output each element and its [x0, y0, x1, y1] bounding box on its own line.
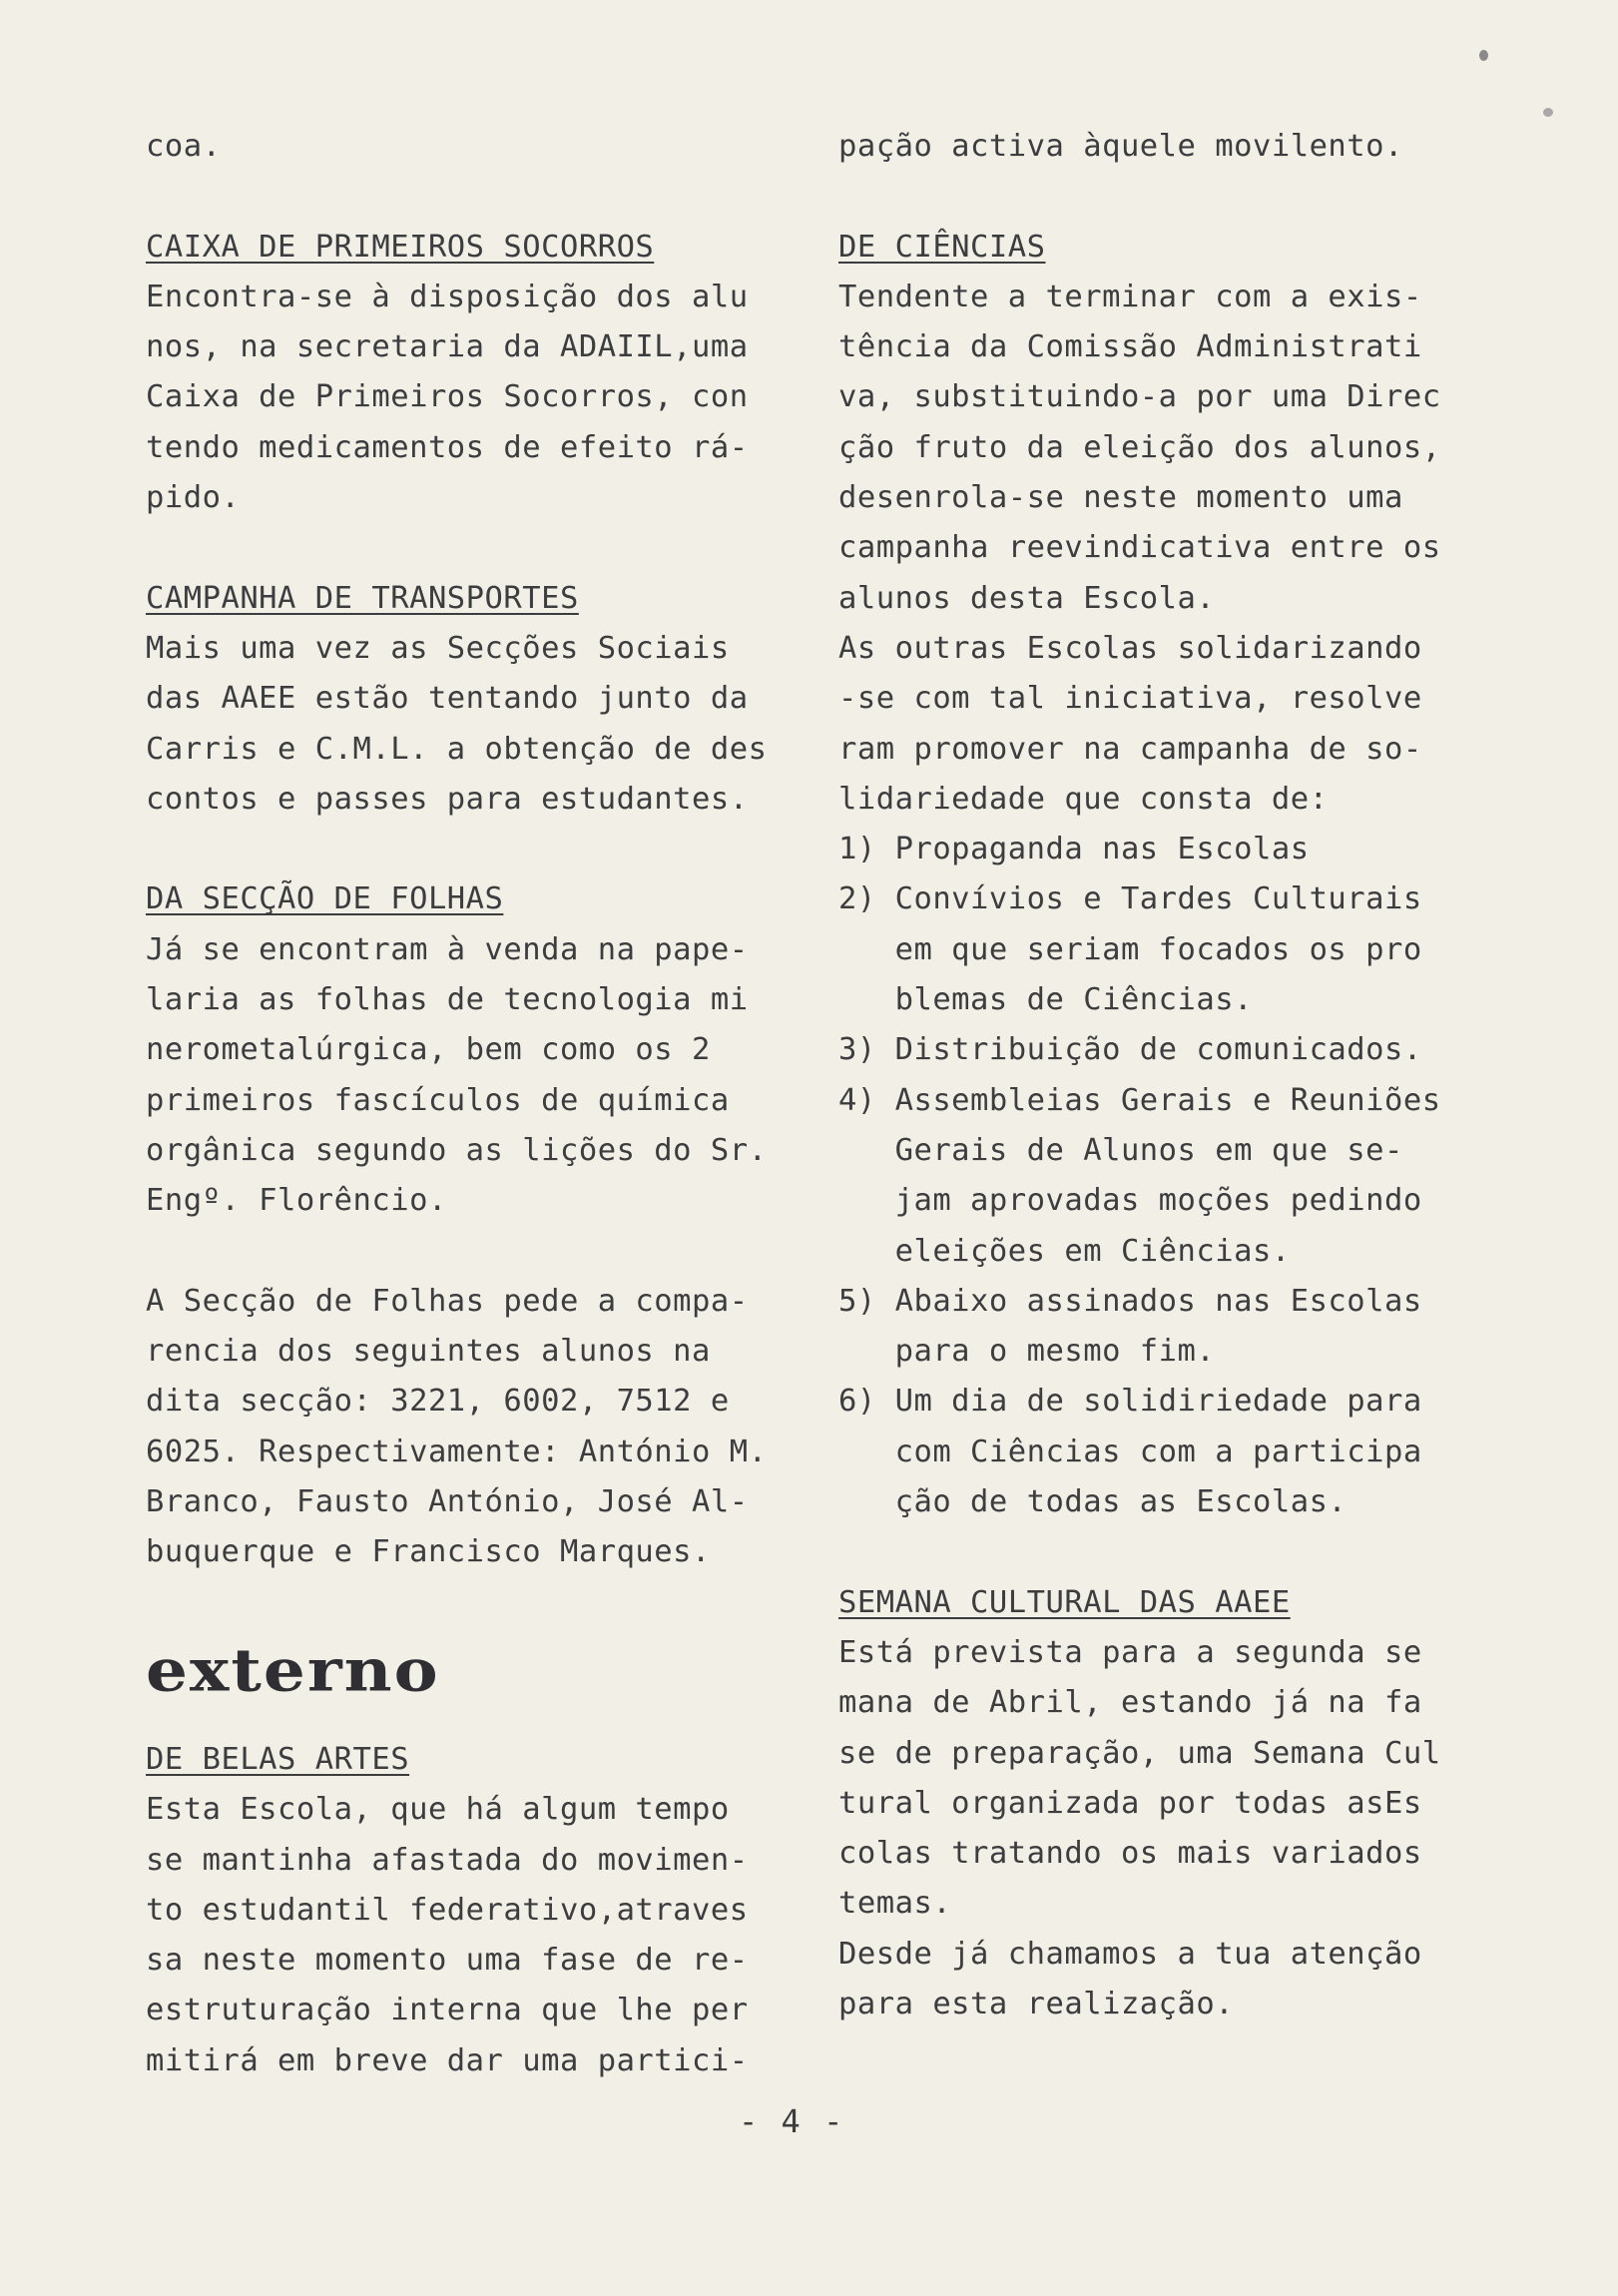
paragraph-gap [146, 825, 824, 874]
body-line: 4) Assembleias Gerais e Reuniões [838, 1082, 1441, 1118]
body-line: se mantinha afastada do movimen- [146, 1842, 749, 1878]
body-line: 6025. Respectivamente: António M. [146, 1434, 768, 1469]
body-line: nos, na secretaria da ADAIIL,uma [146, 329, 749, 365]
left-column [146, 122, 824, 1578]
ink-speck [1543, 108, 1553, 117]
body-line: desenrola-se neste momento uma [838, 480, 1403, 516]
body-line: laria as folhas de tecnologia mi [146, 982, 749, 1018]
body-line: nerometalúrgica, bem como os 2 [146, 1032, 711, 1068]
body-line: 2) Convívios e Tardes Culturais [838, 881, 1422, 917]
body-line: ção fruto da eleição dos alunos, [838, 429, 1441, 465]
body-line: va, substituindo-a por uma Direc [838, 379, 1441, 415]
body-line: estruturação interna que lhe per [146, 1993, 749, 2028]
page-number: - 4 - [739, 2102, 845, 2140]
body-line: Tendente a terminar com a exis- [838, 279, 1422, 314]
intro-line: pação activa àquele movilento. [838, 129, 1403, 164]
body-line: A Secção de Folhas pede a compa- [146, 1283, 749, 1319]
body-line: 3) Distribuição de comunicados. [838, 1032, 1422, 1068]
body-line: Gerais de Alunos em que se- [838, 1132, 1403, 1168]
body-line: para esta realização. [838, 1986, 1235, 2021]
section-heading: DE BELAS ARTES [146, 1742, 410, 1777]
body-line: Mais uma vez as Secções Sociais [146, 630, 730, 666]
body-line: 1) Propaganda nas Escolas [838, 832, 1310, 867]
body-line: em que seriam focados os pro [838, 931, 1422, 967]
body-line: contos e passes para estudantes. [146, 781, 749, 817]
body-line: tural organizada por todas asEs [838, 1785, 1422, 1821]
body-line: buquerque e Francisco Marques. [146, 1534, 711, 1570]
body-line: pido. [146, 480, 241, 516]
section-heading: CAIXA DE PRIMEIROS SOCORROS [146, 229, 655, 265]
body-line: eleições em Ciências. [838, 1233, 1291, 1269]
body-line: campanha reevindicativa entre os [838, 530, 1441, 566]
body-line: to estudantil federativo,atraves [146, 1892, 749, 1928]
paragraph-gap [838, 1527, 1497, 1577]
paragraph-gap [146, 1227, 824, 1277]
body-line: para o mesmo fim. [838, 1334, 1216, 1370]
section-heading: CAMPANHA DE TRANSPORTES [146, 580, 579, 616]
body-line: 6) Um dia de solidiriedade para [838, 1384, 1422, 1420]
paragraph-gap [146, 523, 824, 573]
externo-stamp: externo [146, 1634, 440, 1706]
body-line: sa neste momento uma fase de re- [146, 1943, 749, 1979]
body-line: 5) Abaixo assinados nas Escolas [838, 1283, 1422, 1319]
ink-speck [1479, 50, 1488, 61]
body-line: tência da Comissão Administrati [838, 329, 1422, 365]
right-column [838, 122, 1497, 2029]
body-line: alunos desta Escola. [838, 580, 1216, 616]
left-column-after-stamp [146, 1735, 824, 2086]
body-line: das AAEE estão tentando junto da [146, 681, 749, 717]
body-line: rencia dos seguintes alunos na [146, 1334, 711, 1370]
body-line: Carris e C.M.L. a obtenção de des [146, 731, 768, 767]
section-heading: DE CIÊNCIAS [838, 229, 1046, 265]
body-line: mana de Abril, estando já na fa [838, 1685, 1422, 1721]
body-line: se de preparação, uma Semana Cul [838, 1735, 1441, 1771]
body-line: orgânica segundo as lições do Sr. [146, 1132, 768, 1168]
body-line: As outras Escolas solidarizando [838, 630, 1422, 666]
section-heading: DA SECÇÃO DE FOLHAS [146, 881, 504, 917]
paragraph-gap [146, 172, 824, 222]
body-line: dita secção: 3221, 6002, 7512 e [146, 1384, 730, 1420]
body-line: Está prevista para a segunda se [838, 1634, 1422, 1670]
body-line: Caixa de Primeiros Socorros, con [146, 379, 749, 415]
body-line: com Ciências com a participa [838, 1434, 1422, 1469]
paragraph-gap [838, 172, 1497, 222]
body-line: temas. [838, 1886, 952, 1922]
body-line: colas tratando os mais variados [838, 1836, 1422, 1872]
body-line: Desde já chamamos a tua atenção [838, 1936, 1422, 1972]
body-line: ção de todas as Escolas. [838, 1484, 1348, 1520]
body-line: blemas de Ciências. [838, 982, 1253, 1018]
body-line: primeiros fascículos de química [146, 1082, 730, 1118]
body-line: lidariedade que consta de: [838, 781, 1329, 817]
body-line: -se com tal iniciativa, resolve [838, 681, 1422, 717]
body-line: tendo medicamentos de efeito rá- [146, 429, 749, 465]
body-line: Engº. Florêncio. [146, 1183, 447, 1219]
intro-line: coa. [146, 129, 222, 164]
body-line: Branco, Fausto António, José Al- [146, 1484, 749, 1520]
body-line: Encontra-se à disposição dos alu [146, 279, 749, 314]
body-line: Esta Escola, que há algum tempo [146, 1792, 730, 1828]
body-line: Já se encontram à venda na pape- [146, 931, 749, 967]
body-line: ram promover na campanha de so- [838, 731, 1422, 767]
body-line: mitirá em breve dar uma partici- [146, 2042, 749, 2078]
section-heading: SEMANA CULTURAL DAS AAEE [838, 1584, 1291, 1620]
body-line: jam aprovadas moções pedindo [838, 1183, 1422, 1219]
